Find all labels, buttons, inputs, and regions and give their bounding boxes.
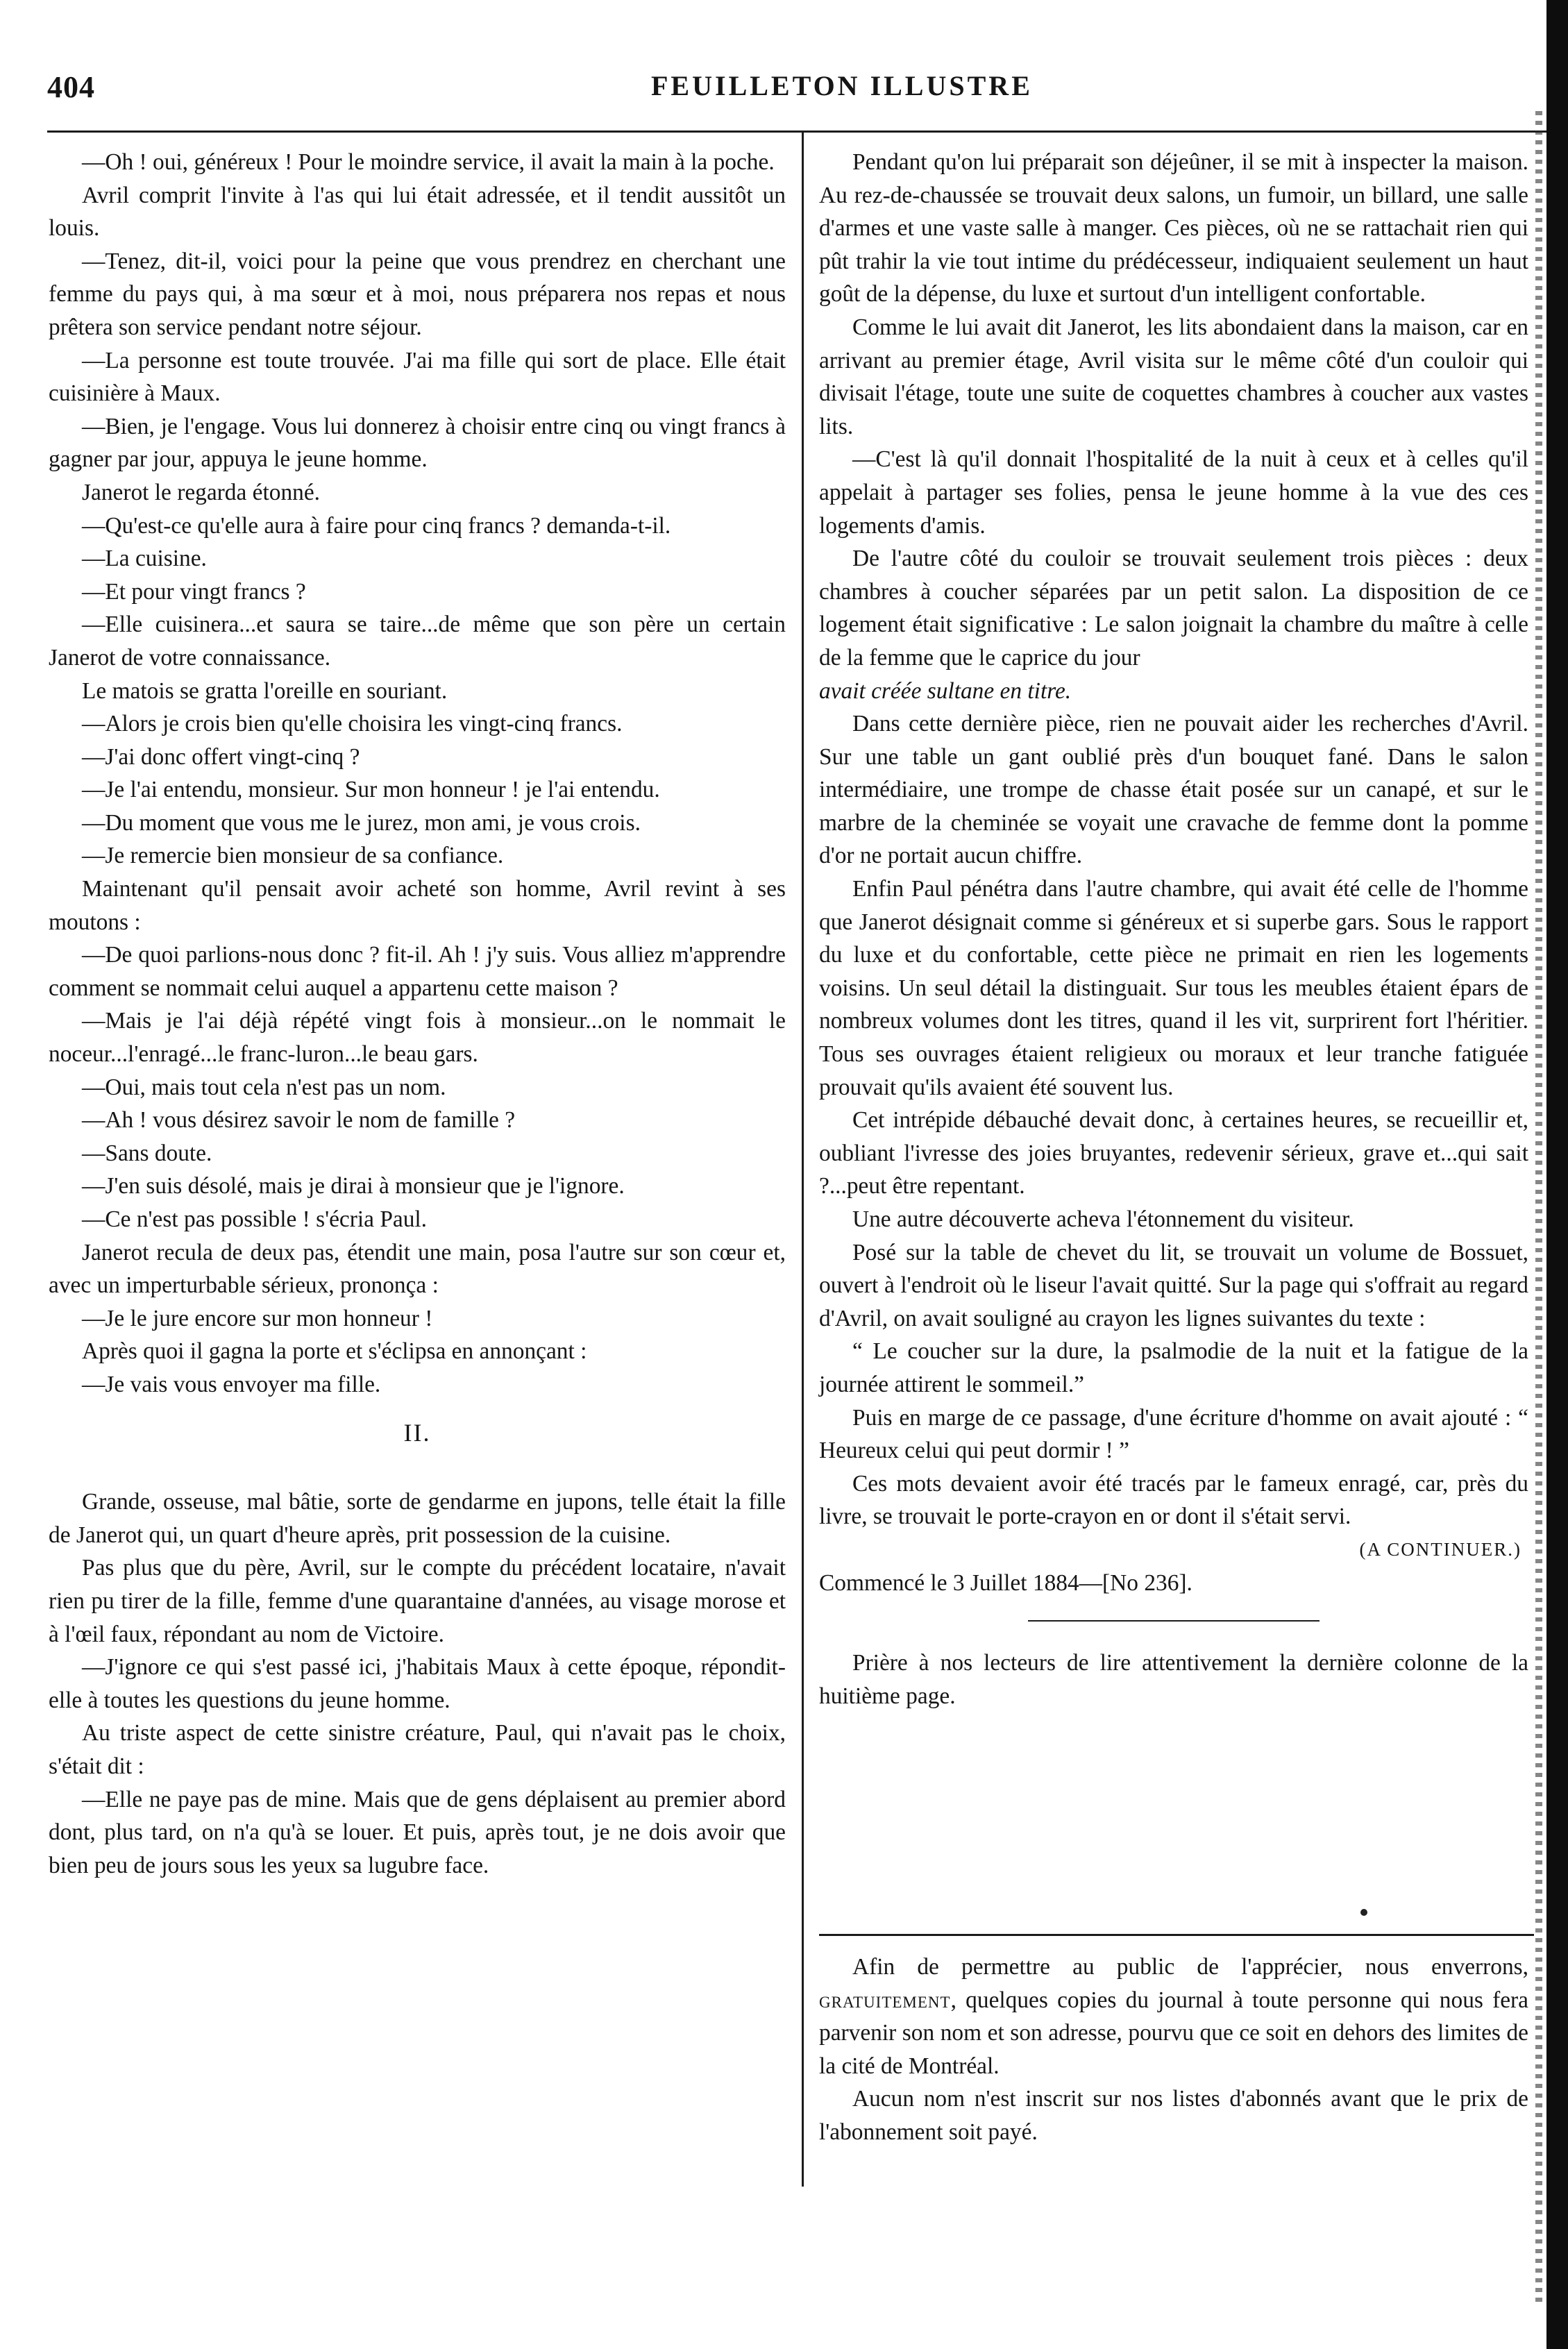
right-column xyxy=(819,146,1528,1740)
paragraph: Maintenant qu'il pensait avoir acheté son homme, Avril revint à ses moutons : xyxy=(49,876,786,935)
paragraph: Puis en marge de ce passage, d'une écriture d'homme on avait ajouté : “ Heureux celui qui peut dormir ! ” xyxy=(819,1404,1528,1464)
paragraph: Pas plus que du père, Avril, sur le compte du précédent locataire, n'avait rien pu tirer de la fille, femme d'une quarantaine d'années, au visage morose et à l'œil faux, répondant au nom de Victoire. xyxy=(49,1555,786,1647)
paragraph: —Mais je l'ai déjà répété vingt fois à monsieur...on le nommait le noceur...l'enragé...le franc-luron...le beau gars. xyxy=(49,1008,786,1068)
subscription-notice xyxy=(819,1951,1528,2149)
paragraph: Dans cette dernière pièce, rien ne pouvait aider les recherches d'Avril. Sur une table un gant oublié près d'un bouquet fané. Dans le salon intermédiaire, une trompe de chasse était posée sur un canapé, et sur le marbre de la cheminée se voyait une cravache de femme dont la pomme d'or ne portait aucun chiffre. xyxy=(819,711,1528,869)
paragraph: Avril comprit l'invite à l'as qui lui était adressée, et il tendit aussitôt un louis. xyxy=(49,182,786,242)
paragraph: —Qu'est-ce qu'elle aura à faire pour cinq francs ? demanda-t-il. xyxy=(82,512,671,539)
paragraph: —Et pour vingt francs ? xyxy=(82,578,306,605)
paragraph: —J'ai donc offert vingt-cinq ? xyxy=(82,743,360,770)
paragraph: Ces mots devaient avoir été tracés par le fameux enragé, car, près du livre, se trouvait le porte-crayon en or dont il s'était servi. xyxy=(819,1470,1528,1530)
page-number: 404 xyxy=(47,70,95,104)
paragraph: Grande, osseuse, mal bâtie, sorte de gendarme en jupons, telle était la fille de Janerot qui, un quart d'heure après, prit possession de la cuisine. xyxy=(49,1489,786,1548)
paragraph: Comme le lui avait dit Janerot, les lits abondaient dans la maison, car en arrivant au premier étage, Avril visita sur le même côté d'un couloir qui divisait l'étage, toute une suite de coquettes chambres à coucher aux vastes lits. xyxy=(819,314,1528,439)
left-column-part2 xyxy=(49,1485,786,1882)
paragraph: Après quoi il gagna la porte et s'éclipsa en annonçant : xyxy=(82,1338,587,1365)
subscription-paragraph-2: Aucun nom n'est inscrit sur nos listes d'abonnés avant que le prix de l'abonnement soit payé. xyxy=(819,2086,1528,2145)
notice-rule xyxy=(819,1934,1534,1936)
paragraph: —Je vais vous envoyer ma fille. xyxy=(82,1371,381,1397)
paragraph: Au triste aspect de cette sinistre créature, Paul, qui n'avait pas le choix, s'était dit : xyxy=(49,1720,786,1779)
dateline: Commencé le 3 Juillet 1884—[No 236]. xyxy=(819,1569,1192,1596)
column-divider xyxy=(802,132,804,2187)
paragraph: —Alors je crois bien qu'elle choisira les vingt-cinq francs. xyxy=(82,711,623,737)
paragraph: —Du moment que vous me le jurez, mon ami, je vous crois. xyxy=(82,809,641,836)
paragraph: Le matois se gratta l'oreille en souriant. xyxy=(82,677,448,704)
right-column-part2 xyxy=(819,707,1528,1533)
ink-dot xyxy=(1360,1909,1367,1916)
paragraph: —Oui, mais tout cela n'est pas un nom. xyxy=(82,1074,446,1100)
paragraph: —Bien, je l'engage. Vous lui donnerez à choisir entre cinq ou vingt francs à gagner par jour, appuya le jeune homme. xyxy=(49,413,786,473)
paragraph: —Ce n'est pas possible ! s'écria Paul. xyxy=(82,1206,428,1232)
paragraph: Enfin Paul pénétra dans l'autre chambre, qui avait été celle de l'homme que Janerot désignait comme si généreux et si superbe gars. Sous le rapport du luxe et du confortable, cette pièce ne primait en rien les logements voisins. Un seul détail la distinguait. Sur tous les meubles étaient épars de nombreux volumes dont les titres, quand il les vit, surprirent fort l'héritier. Tous ses ouvrages étaient religieux ou moraux et leur tranche fatiguée prouvait qu'ils avaient été souvent lus. xyxy=(819,876,1528,1100)
paragraph: —Elle ne paye pas de mine. Mais que de gens déplaisent au premier abord dont, plus tard, on n'a qu'à se louer. Et puis, après tout, je ne dois avoir que bien peu de jours sous les yeux sa lugubre face. xyxy=(49,1786,786,1878)
paragraph: —C'est là qu'il donnait l'hospitalité de la nuit à ceux et à celles qu'il appelait à partager ses folies, pensa le jeune homme à la vue des ces logements d'amis. xyxy=(819,446,1528,539)
short-rule xyxy=(1028,1620,1320,1622)
paragraph: Janerot recula de deux pas, étendit une main, posa l'autre sur son cœur et, avec un imperturbable sérieux, prononça : xyxy=(49,1239,786,1299)
paragraph: Une autre découverte acheva l'étonnement du visiteur. xyxy=(852,1206,1354,1232)
paragraph: —J'en suis désolé, mais je dirai à monsieur que je l'ignore. xyxy=(82,1173,625,1199)
paragraph: —La personne est toute trouvée. J'ai ma fille qui sort de place. Elle était cuisinière à Maux. xyxy=(49,347,786,407)
left-column-part1 xyxy=(49,146,786,1401)
paragraph: —Ah ! vous désirez savoir le nom de famille ? xyxy=(82,1107,516,1134)
paragraph: —Oh ! oui, généreux ! Pour le moindre service, il avait la main à la poche. xyxy=(82,149,775,175)
paragraph: —De quoi parlions-nous donc ? fit-il. Ah ! j'y suis. Vous alliez m'apprendre comment se nommait celui auquel a appartenu cette maison ? xyxy=(49,942,786,1001)
reader-notice: Prière à nos lecteurs de lire attentivement la dernière colonne de la huitième page. xyxy=(819,1650,1528,1709)
paragraph: —Je le jure encore sur mon honneur ! xyxy=(82,1305,433,1331)
paragraph: —Tenez, dit-il, voici pour la peine que vous prendrez en cherchant une femme du pays qui, à ma sœur et à moi, nous préparera nos repas et nous prêtera son service pendant notre séjour. xyxy=(49,248,786,340)
subscription-gratuitement: gratuitement xyxy=(819,1987,951,2013)
paragraph: Posé sur la table de chevet du lit, se trouvait un volume de Bossuet, ouvert à l'endroit où le liseur l'avait quitté. Sur la page qui s'offrait au regard d'Avril, on avait souligné au crayon les lignes suivantes du texte : xyxy=(819,1239,1528,1331)
paragraph: Pendant qu'on lui préparait son déjeûner, il se mit à inspecter la maison. Au rez-de-chaussée se trouvait deux salons, un fumoir, un billard, une salle d'armes et une vaste salle à manger. Ces pièces, où ne se rattachait rien qui pût trahir la vie tout intime du prédécesseur, indiquaient seulement un haut goût de la dépense, du luxe et surtout d'un intelligent confortable. xyxy=(819,149,1528,308)
left-column xyxy=(49,146,786,1882)
subscription-text-before: Afin de permettre au public de l'apprécier, nous enverrons, xyxy=(852,1954,1528,1980)
paragraph: Janerot le regarda étonné. xyxy=(82,479,321,505)
page-edge-shadow xyxy=(1535,111,1542,2305)
paragraph: De l'autre côté du couloir se trouvait seulement trois pièces : deux chambres à coucher séparées par un petit salon. La disposition de ce logement était significative : Le salon joignait la chambre du maître à celle de la femme que le caprice du jour xyxy=(819,546,1528,671)
page-header xyxy=(47,69,1546,118)
paragraph: —Je l'ai entendu, monsieur. Sur mon honneur ! je l'ai entendu. xyxy=(82,777,660,803)
paragraph: —J'ignore ce qui s'est passé ici, j'habitais Maux à cette époque, répondit-elle à toutes les questions du jeune homme. xyxy=(49,1654,786,1713)
section-heading: II. xyxy=(403,1418,431,1447)
subscription-paragraph xyxy=(819,1951,1528,2082)
to-be-continued: (A CONTINUER.) xyxy=(1359,1538,1521,1560)
subscription-text-after: , quelques copies du journal à toute personne qui nous fera parvenir son nom et son adresse, pourvu que ce soit en dehors des limites de la cité de Montréal. xyxy=(819,1987,1528,2079)
italic-line: avait créée sultane en titre. xyxy=(819,677,1072,704)
paragraph: —Elle cuisinera...et saura se taire...de même que son père un certain Janerot de votre connaissance. xyxy=(49,612,786,671)
paragraph: “ Le coucher sur la dure, la psalmodie de la nuit et la fatigue de la journée attirent le sommeil.” xyxy=(819,1338,1528,1397)
paragraph: —La cuisine. xyxy=(82,546,207,572)
header-rule xyxy=(47,130,1567,133)
paragraph: —Sans doute. xyxy=(82,1140,212,1166)
running-title: FEUILLETON ILLUSTRE xyxy=(651,70,1033,101)
paragraph: —Je remercie bien monsieur de sa confiance. xyxy=(82,843,504,869)
paragraph: Cet intrépide débauché devait donc, à certaines heures, se recueillir et, oubliant l'ivresse des joies bruyantes, redevenir sérieux, grave et...qui sait ?...peut être repentant. xyxy=(819,1107,1528,1199)
right-column-part1 xyxy=(819,146,1528,675)
page-edge-bar xyxy=(1546,0,1568,2349)
